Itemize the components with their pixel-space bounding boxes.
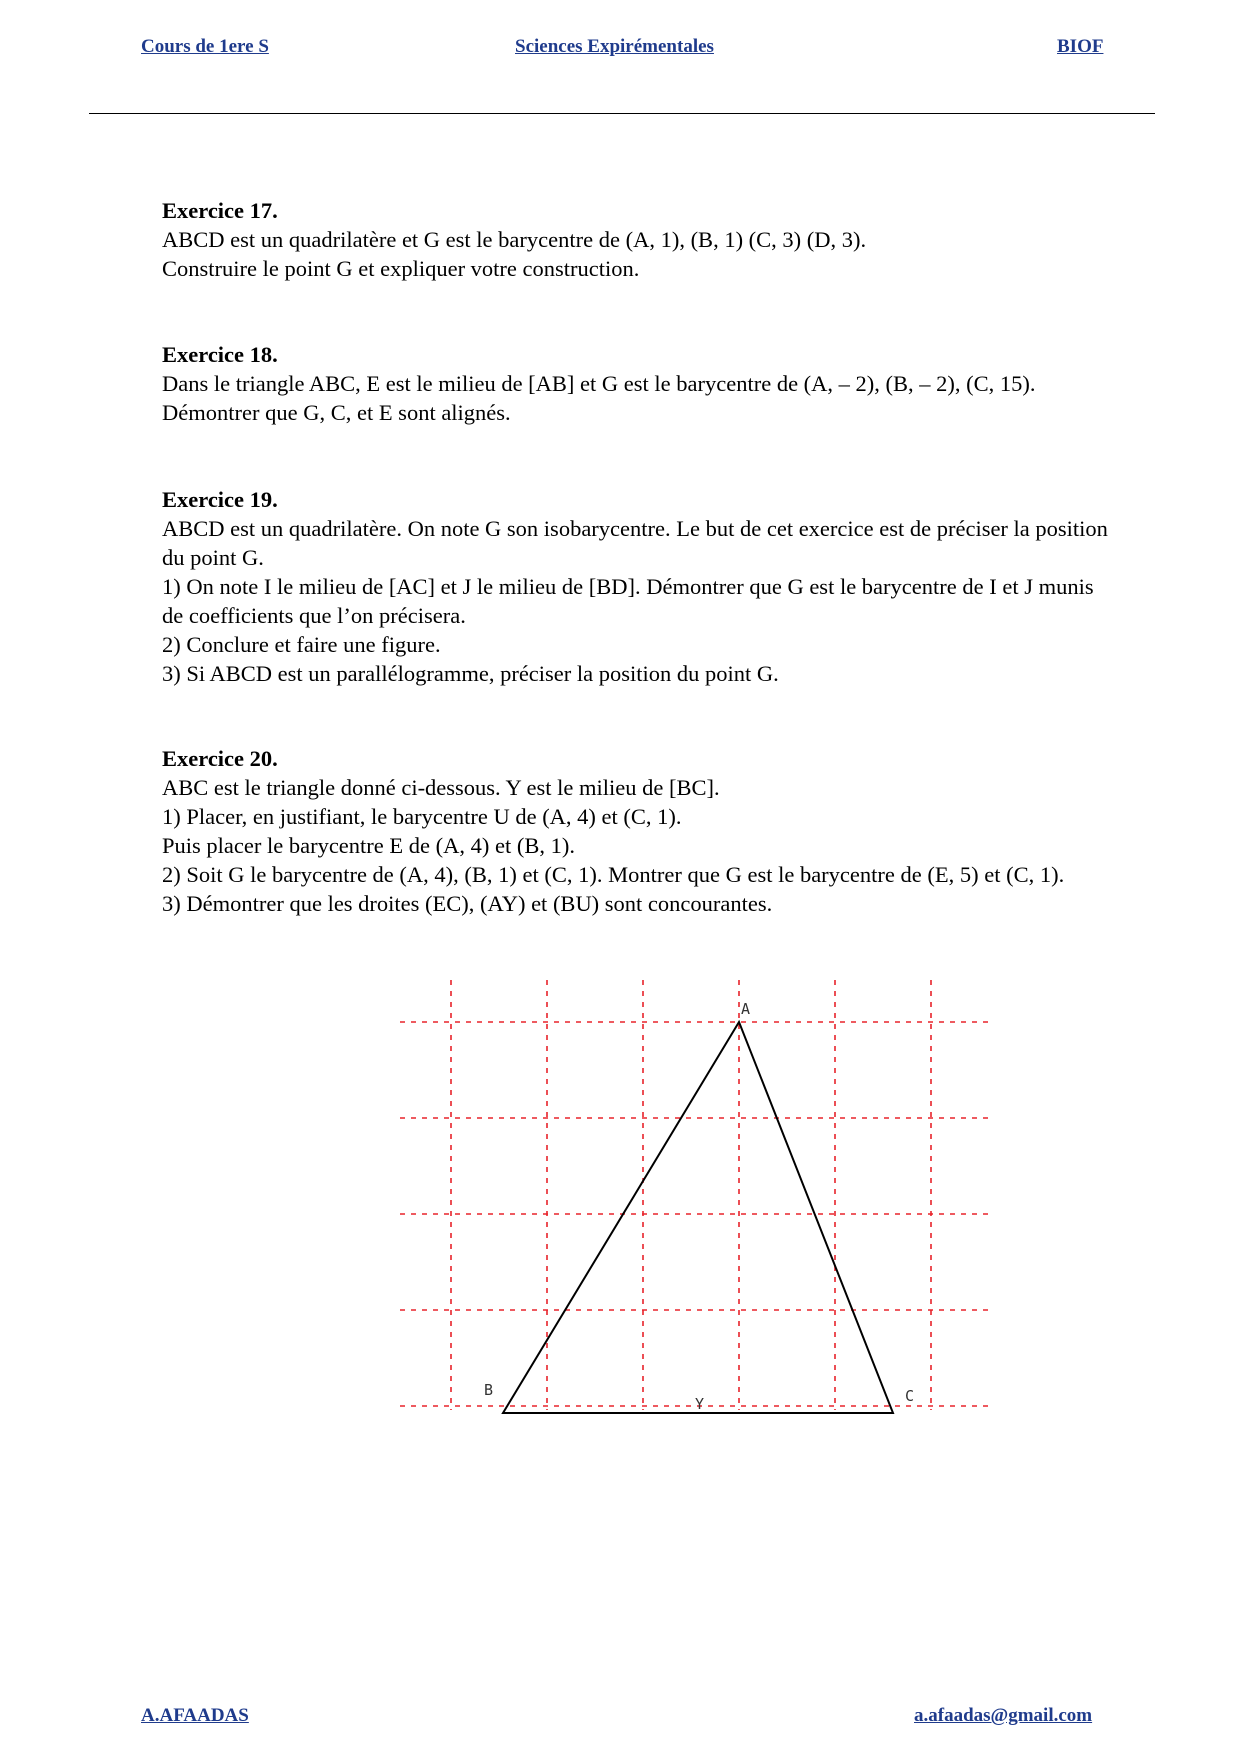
triangle-figure xyxy=(400,970,1000,1420)
exercise-line: Puis placer le barycentre E de (A, 4) et (B, 1). xyxy=(162,833,575,858)
grid xyxy=(400,980,990,1410)
header-course[interactable]: Cours de 1ere S xyxy=(141,36,269,57)
header-rule xyxy=(89,113,1155,114)
exercise-line: 2) Soit G le barycentre de (A, 4), (B, 1) et (C, 1). Montrer que G est le barycentre de (E, 5) et (C, 1). xyxy=(162,862,1065,887)
exercise-title: Exercice 20. xyxy=(162,746,278,771)
exercise-line: de coefficients que l’on précisera. xyxy=(162,603,466,628)
header-subject[interactable]: Sciences Expirémentales xyxy=(515,36,714,57)
exercise-line: ABC est le triangle donné ci-dessous. Y est le milieu de [BC]. xyxy=(162,775,720,800)
footer-email-link[interactable]: a.afaadas@gmail.com xyxy=(914,1705,1093,1726)
label-y: Y xyxy=(695,1395,705,1413)
label-a: A xyxy=(741,1000,751,1018)
exercise-line: Démontrer que G, C, et E sont alignés. xyxy=(162,400,511,425)
exercise-18 xyxy=(162,340,1232,427)
exercise-line: Construire le point G et expliquer votre construction. xyxy=(162,256,640,281)
exercise-17 xyxy=(162,196,1232,283)
exercise-title: Exercice 17. xyxy=(162,198,278,223)
exercise-20 xyxy=(162,744,1232,918)
header-section[interactable]: BIOF xyxy=(1057,36,1104,57)
label-b: B xyxy=(484,1381,494,1399)
exercise-line: 1) On note I le milieu de [AC] et J le milieu de [BD]. Démontrer que G est le barycentre de I et J munis xyxy=(162,574,1094,599)
exercise-title: Exercice 18. xyxy=(162,342,278,367)
exercise-line: Dans le triangle ABC, E est le milieu de [AB] et G est le barycentre de (A, – 2), (B, – 2), (C, 15). xyxy=(162,371,1036,396)
exercise-line: ABCD est un quadrilatère et G est le barycentre de (A, 1), (B, 1) (C, 3) (D, 3). xyxy=(162,227,867,252)
exercise-line: 1) Placer, en justifiant, le barycentre U de (A, 4) et (C, 1). xyxy=(162,804,682,829)
exercise-line: 3) Démontrer que les droites (EC), (AY) et (BU) sont concourantes. xyxy=(162,891,773,916)
exercise-line: ABCD est un quadrilatère. On note G son isobarycentre. Le but de cet exercice est de préciser la position xyxy=(162,516,1108,541)
label-c: C xyxy=(905,1387,915,1405)
footer-author[interactable]: A.AFAADAS xyxy=(141,1705,249,1726)
exercise-line: 2) Conclure et faire une figure. xyxy=(162,632,441,657)
exercise-19 xyxy=(162,485,1232,688)
exercise-title: Exercice 19. xyxy=(162,487,278,512)
exercise-line: du point G. xyxy=(162,545,264,570)
exercise-line: 3) Si ABCD est un parallélogramme, préciser la position du point G. xyxy=(162,661,779,686)
